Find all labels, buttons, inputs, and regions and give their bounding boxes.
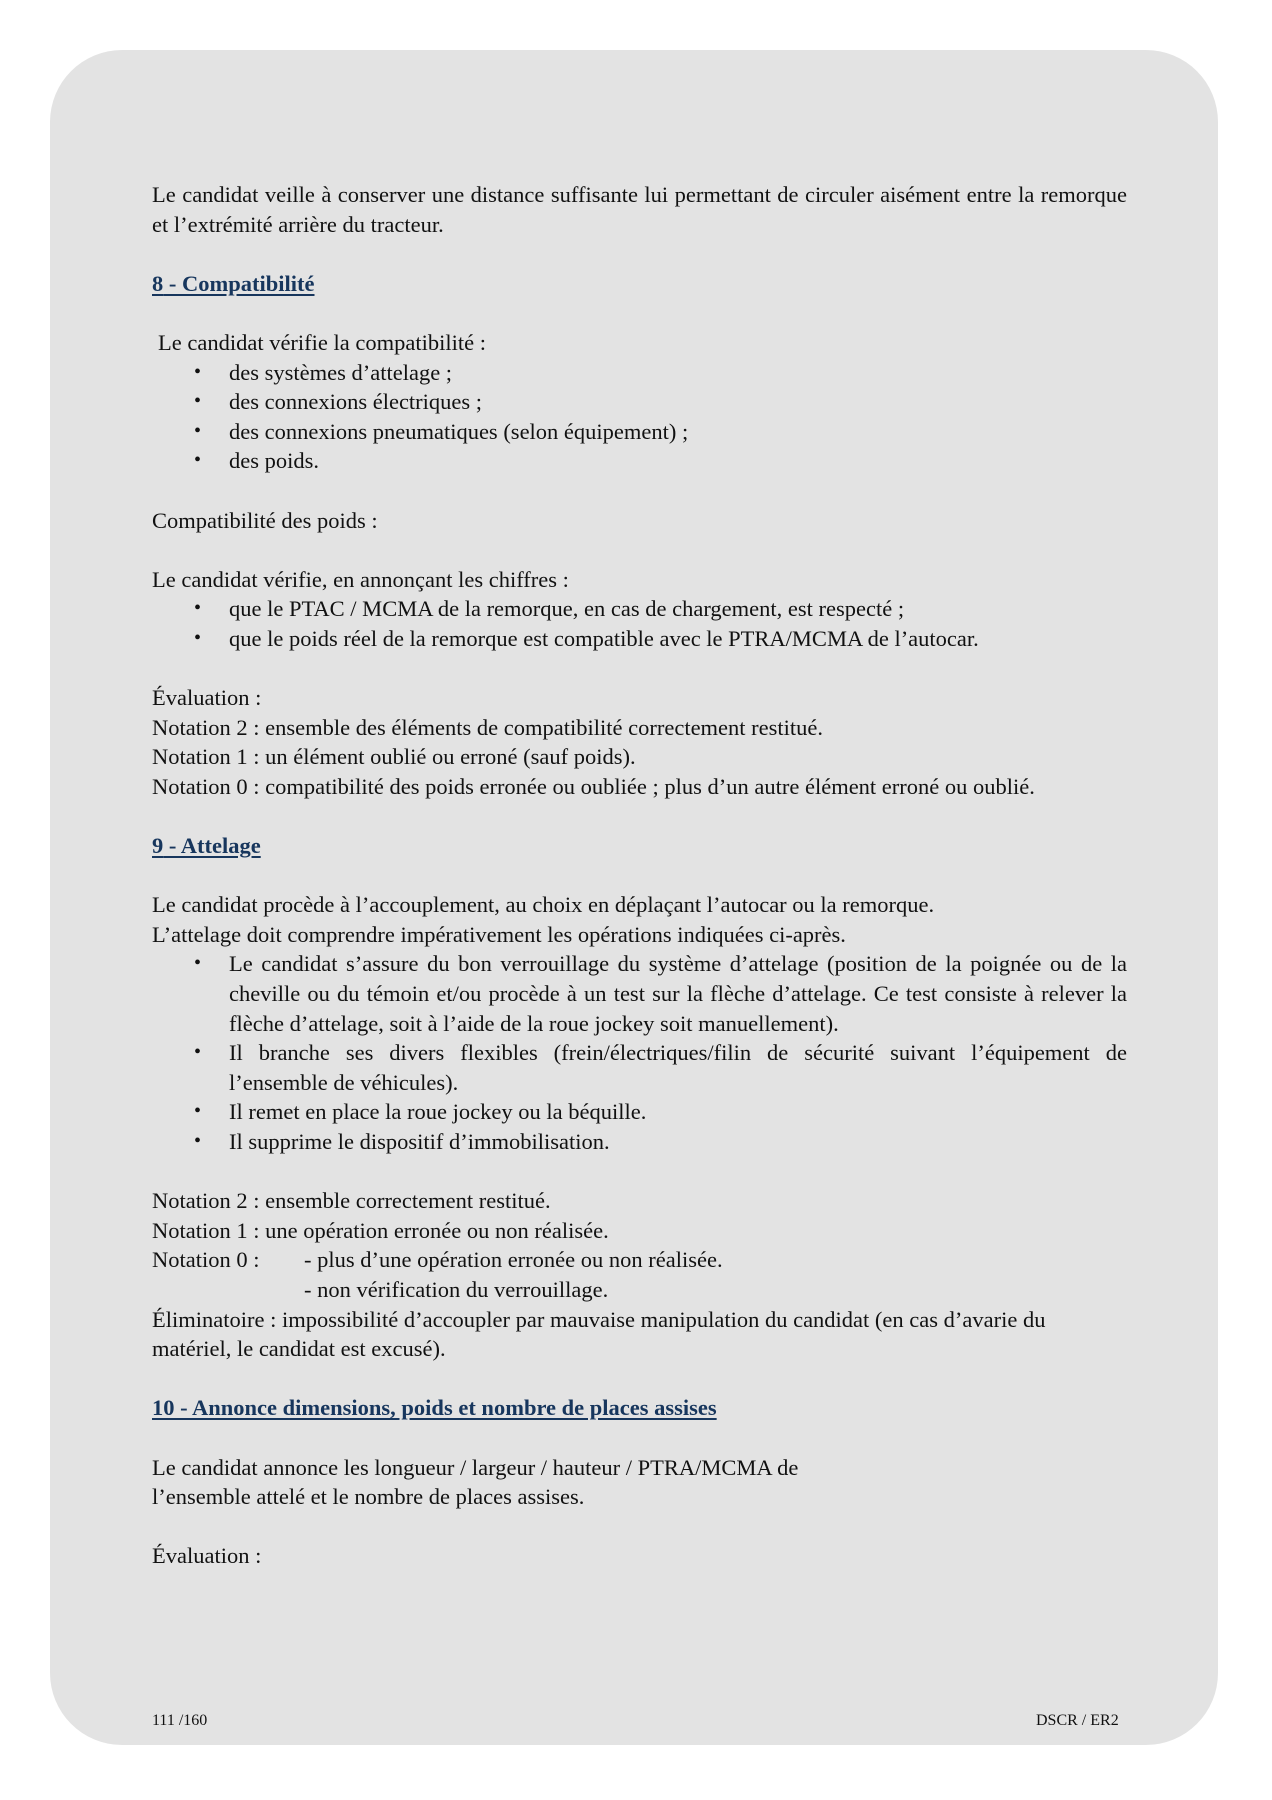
list-item: • Il branche ses divers flexibles (frein/électriques/filin de sécurité suivant l’équipement de l’ensemble de véhicules). — [152, 1038, 1127, 1097]
coupling-operations-list — [152, 949, 1127, 1156]
list-item: • des systèmes d’attelage ; — [152, 358, 1127, 388]
section-8-heading — [152, 269, 1127, 299]
weights-lead: Le candidat vérifie, en annonçant les chiffres : — [152, 566, 569, 592]
evaluation-label: Évaluation : — [152, 685, 262, 711]
notation-0-item: - non vérification du verrouillage. — [304, 1276, 609, 1302]
weights-list — [152, 594, 1127, 653]
document-reference: DSCR / ER2 — [1036, 1712, 1119, 1729]
evaluation-label: Évaluation : — [152, 1543, 262, 1569]
notation-0-label: Notation 0 : — [152, 1247, 260, 1273]
section-9-heading — [152, 831, 1127, 861]
notation-0-item: - plus d’une opération erronée ou non réalisée. — [304, 1247, 723, 1273]
list-item: • que le PTAC / MCMA de la remorque, en cas de chargement, est respecté ; — [152, 594, 1127, 624]
notation-0: Notation 0 : compatibilité des poids erronée ou oubliée ; plus d’un autre élément erroné ou oublié. — [152, 773, 1035, 799]
section-10-line-1: Le candidat annonce les longueur / largeur / hauteur / PTRA/MCMA de — [152, 1454, 799, 1480]
section-10-heading — [152, 1393, 1127, 1423]
list-item: • Il remet en place la roue jockey ou la béquille. — [152, 1097, 1127, 1127]
page-number: 111 /160 — [152, 1712, 208, 1729]
section-8-title: - Compatibilité — [163, 270, 315, 296]
list-item: • Le candidat s’assure du bon verrouillage du système d’attelage (position de la poignée ou de la cheville ou du témoin et/ou procède à un test sur la flèche d’attelage. Ce test consiste à relever la flèche d’attelage, soit à l’aide de la roue jockey soit manuellement). — [152, 949, 1127, 1038]
section-9-para-1: Le candidat procède à l’accouplement, au choix en déplaçant l’autocar ou la remorque. — [152, 892, 935, 918]
list-item: • Il supprime le dispositif d’immobilisation. — [152, 1127, 1127, 1157]
weights-label: Compatibilité des poids : — [152, 507, 378, 533]
section-10-line-2: l’ensemble attelé et le nombre de places assises. — [152, 1484, 585, 1510]
notation-0 — [152, 1245, 1127, 1275]
eliminatory-note: Éliminatoire : impossibilité d’accoupler par mauvaise manipulation du candidat (en cas d’avarie du matériel, le candidat est excusé). — [152, 1306, 1046, 1362]
section-8-lead: Le candidat vérifie la compatibilité : — [158, 329, 486, 355]
list-item: • des connexions électriques ; — [152, 387, 1127, 417]
notation-1: Notation 1 : un élément oublié ou erroné (sauf poids). — [152, 744, 636, 770]
list-item: • des poids. — [152, 446, 1127, 476]
section-10-title: - Annonce dimensions, poids et nombre de places assises — [174, 1395, 717, 1421]
list-item: • des connexions pneumatiques (selon équipement) ; — [152, 417, 1127, 447]
section-8-number: 8 — [152, 270, 164, 296]
compatibility-list — [152, 358, 1127, 476]
list-item: • que le poids réel de la remorque est compatible avec le PTRA/MCMA de l’autocar. — [152, 624, 1127, 654]
notation-2: Notation 2 : ensemble des éléments de compatibilité correctement restitué. — [152, 714, 824, 740]
intro-paragraph: Le candidat veille à conserver une distance suffisante lui permettant de circuler aisément entre la remorque et l’extrémité arrière du tracteur. — [152, 182, 1127, 237]
section-9-number: 9 — [152, 833, 164, 859]
document-body — [152, 180, 1127, 1571]
notation-1: Notation 1 : une opération erronée ou non réalisée. — [152, 1217, 609, 1243]
section-10-number: 10 — [152, 1395, 175, 1421]
notation-2: Notation 2 : ensemble correctement restitué. — [152, 1188, 551, 1214]
section-9-para-2: L’attelage doit comprendre impérativement les opérations indiquées ci-après. — [152, 921, 846, 947]
section-9-title: - Attelage — [163, 833, 261, 859]
